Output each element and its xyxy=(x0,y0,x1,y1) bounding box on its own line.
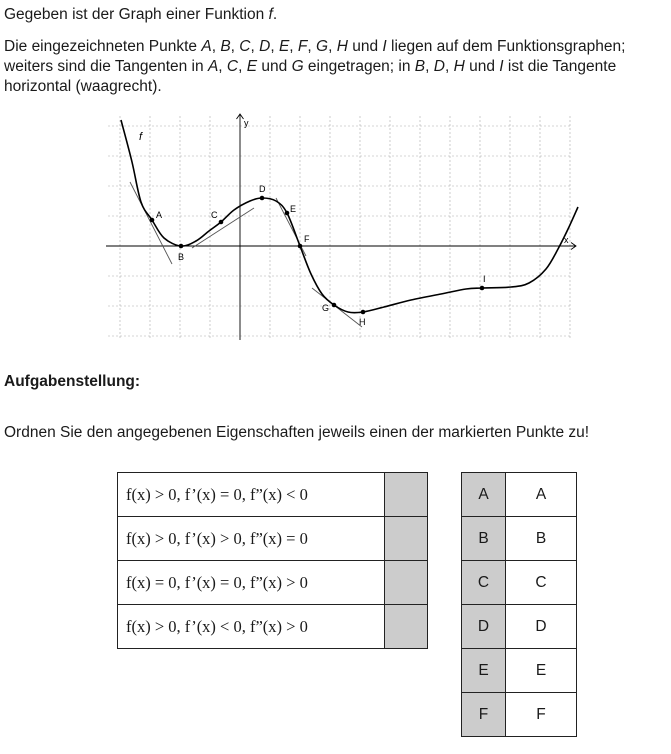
point-name: C xyxy=(239,38,251,55)
x-axis-label: x xyxy=(564,235,569,245)
choice-row[interactable] xyxy=(462,649,577,693)
property-row xyxy=(118,605,428,649)
point-label: B xyxy=(178,252,185,262)
point-marker xyxy=(260,196,265,201)
description-text: und xyxy=(464,58,500,75)
description-text: , xyxy=(289,38,298,55)
task-heading: Aufgabenstellung: xyxy=(4,373,141,390)
y-axis-label: y xyxy=(244,118,249,128)
point-name: B xyxy=(414,58,426,75)
point-label: D xyxy=(259,184,266,194)
tangent-line xyxy=(130,182,172,264)
answer-box[interactable] xyxy=(385,605,428,649)
point-name: D xyxy=(433,58,445,75)
choice-row[interactable] xyxy=(462,517,577,561)
choice-value: A xyxy=(506,473,577,517)
description-text: ist die Tangente horizontal (waagrecht). xyxy=(4,58,617,95)
task-text: Ordnen Sie den angegebenen Eigenschaften jeweils einen der markierten Punkte zu! xyxy=(4,424,590,441)
point-name: I xyxy=(382,38,387,55)
choice-key: D xyxy=(462,605,506,649)
point-name: H xyxy=(336,38,348,55)
choice-row[interactable] xyxy=(462,693,577,737)
tangent-line xyxy=(192,208,254,248)
point-name: E xyxy=(278,38,290,55)
description-paragraph xyxy=(4,37,664,97)
answer-box[interactable] xyxy=(385,517,428,561)
choice-value: F xyxy=(506,693,577,737)
point-marker xyxy=(361,310,366,315)
description-text: und xyxy=(257,58,292,75)
point-name: A xyxy=(201,38,212,55)
description-text: , xyxy=(211,38,221,55)
point-label: E xyxy=(290,204,297,214)
point-name: A xyxy=(207,58,219,75)
point-name: H xyxy=(453,58,465,75)
choice-key: C xyxy=(462,561,506,605)
choice-row[interactable] xyxy=(462,473,577,517)
choice-value: C xyxy=(506,561,577,605)
description-text: liegen auf dem Funktionsgraphen; weiters sind die Tangenten in xyxy=(4,38,626,75)
description-text: , xyxy=(230,38,240,55)
choice-value: E xyxy=(506,649,577,693)
point-name: G xyxy=(316,38,329,55)
intro-period: . xyxy=(272,6,278,23)
property-text: f(x) > 0, f’(x) > 0, f”(x) = 0 xyxy=(118,517,385,561)
point-marker xyxy=(219,220,224,225)
point-marker xyxy=(179,244,184,249)
property-row xyxy=(118,561,428,605)
point-label: G xyxy=(322,303,330,313)
point-marker xyxy=(298,244,303,249)
point-label: C xyxy=(211,210,218,220)
description-text: eingetragen; in xyxy=(303,58,415,75)
choice-key: B xyxy=(462,517,506,561)
choice-key: F xyxy=(462,693,506,737)
description-text: , xyxy=(238,58,247,75)
point-name: G xyxy=(291,58,304,75)
point-label: H xyxy=(359,317,366,327)
choice-key: E xyxy=(462,649,506,693)
point-label: I xyxy=(483,274,486,284)
point-name: B xyxy=(220,38,231,55)
point-marker xyxy=(150,218,155,223)
choice-row[interactable] xyxy=(462,561,577,605)
property-row xyxy=(118,473,428,517)
description-text: , xyxy=(218,58,227,75)
description-text: , xyxy=(444,58,454,75)
property-row xyxy=(118,517,428,561)
description-text: , xyxy=(250,38,260,55)
graph-points xyxy=(150,184,486,327)
intro-line xyxy=(4,5,277,25)
description-text: , xyxy=(270,38,279,55)
grid xyxy=(108,116,572,338)
choice-key: A xyxy=(462,473,506,517)
choice-value: B xyxy=(506,517,577,561)
answer-box[interactable] xyxy=(385,561,428,605)
point-label: F xyxy=(304,234,310,244)
intro-function-var: f xyxy=(268,6,273,23)
description-text: , xyxy=(425,58,434,75)
point-name: C xyxy=(226,58,239,75)
intro-text: Gegeben ist der Graph einer Funktion xyxy=(4,6,269,23)
description-text: und xyxy=(347,38,383,55)
point-name: D xyxy=(259,38,271,55)
point-marker xyxy=(332,303,337,308)
description-text: Die eingezeichneten Punkte xyxy=(4,38,202,55)
property-text: f(x) = 0, f’(x) = 0, f”(x) > 0 xyxy=(118,561,385,605)
answer-box[interactable] xyxy=(385,473,428,517)
point-marker xyxy=(480,286,485,291)
point-name: E xyxy=(246,58,258,75)
point-marker xyxy=(285,211,290,216)
function-label: f xyxy=(139,131,143,143)
point-name: F xyxy=(297,38,308,55)
property-text: f(x) > 0, f’(x) = 0, f”(x) < 0 xyxy=(118,473,385,517)
description-text: , xyxy=(328,38,337,55)
point-label: A xyxy=(156,210,163,220)
choice-value: D xyxy=(506,605,577,649)
properties-table xyxy=(117,472,428,649)
function-curve xyxy=(121,120,578,313)
choice-row[interactable] xyxy=(462,605,577,649)
point-name: I xyxy=(499,58,504,75)
description-text: , xyxy=(307,38,316,55)
property-text: f(x) > 0, f’(x) < 0, f”(x) > 0 xyxy=(118,605,385,649)
function-graph xyxy=(106,112,580,344)
choices-table xyxy=(461,472,577,737)
